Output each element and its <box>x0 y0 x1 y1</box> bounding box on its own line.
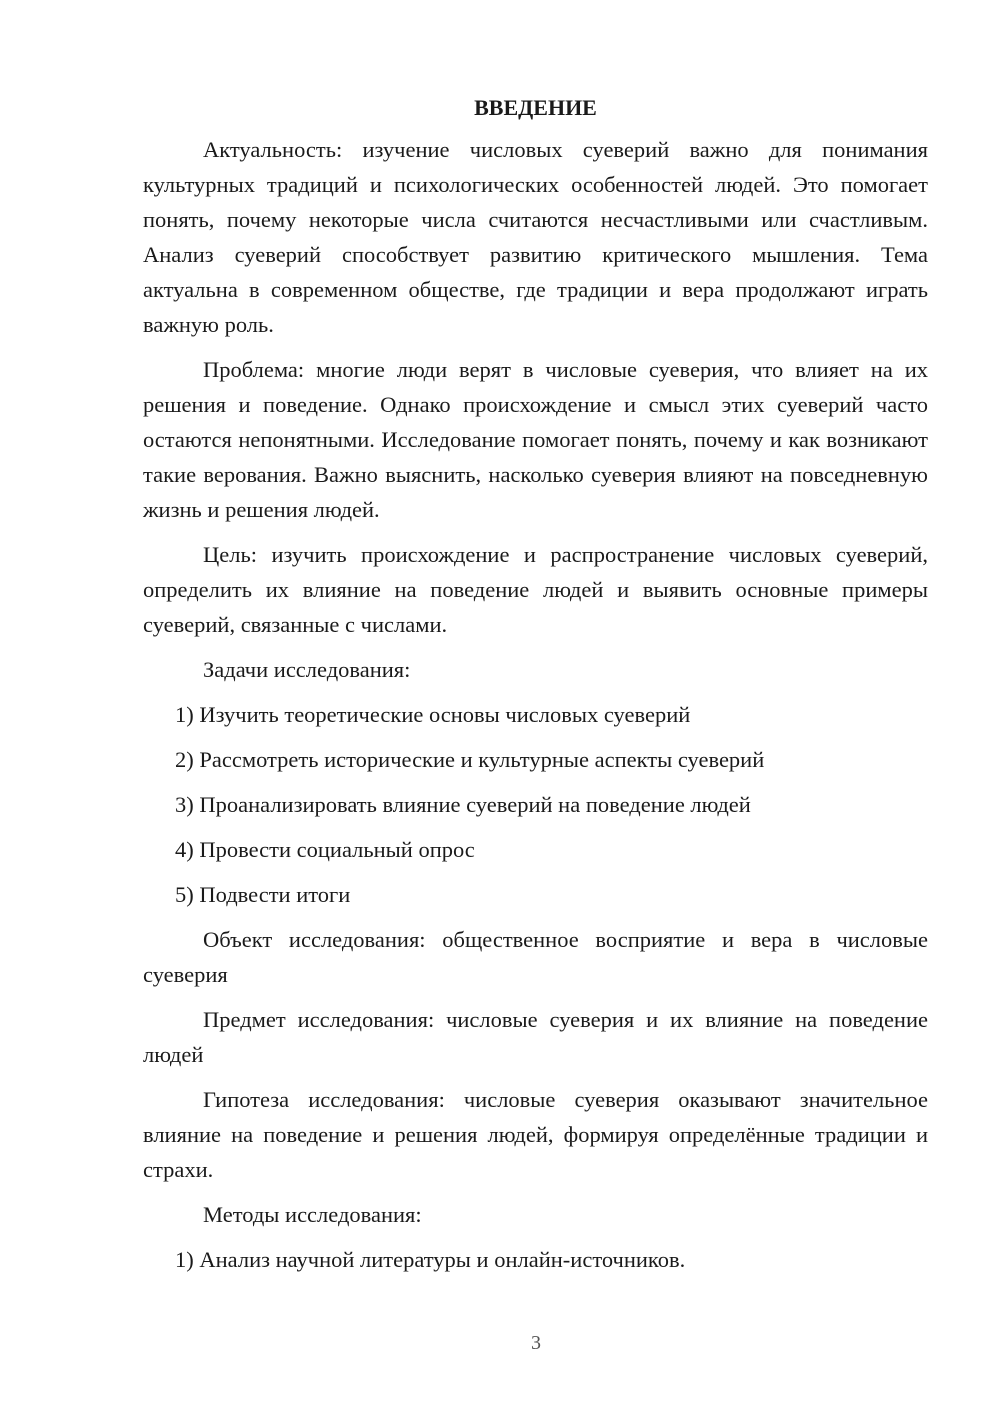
methods-heading: Методы исследования: <box>203 1202 422 1227</box>
task-item-2: 2) Рассмотреть исторические и культурные аспекты суеверий <box>175 747 765 772</box>
tasks-heading: Задачи исследования: <box>203 657 411 682</box>
page-number: 3 <box>531 1332 541 1354</box>
task-item-5: 5) Подвести итоги <box>175 882 351 907</box>
subject-paragraph: Предмет исследования: числовые суеверия и их влияние на поведение людей <box>143 1007 928 1067</box>
task-item-3: 3) Проанализировать влияние суеверий на поведение людей <box>175 792 751 817</box>
page-content <box>143 90 928 1287</box>
object-paragraph: Объект исследования: общественное восприятие и вера в числовые суеверия <box>143 927 928 987</box>
goal-paragraph: Цель: изучить происхождение и распространение числовых суеверий, определить их влияние на поведение людей и выявить основные примеры суеверий, связанные с числами. <box>143 542 928 637</box>
task-item-4: 4) Провести социальный опрос <box>175 837 475 862</box>
hypothesis-paragraph: Гипотеза исследования: числовые суеверия оказывают значительное влияние на поведение и решения людей, формируя определённые традиции и страхи. <box>143 1087 928 1182</box>
task-item-1: 1) Изучить теоретические основы числовых суеверий <box>175 702 691 727</box>
method-item-1: 1) Анализ научной литературы и онлайн-источников. <box>175 1247 686 1272</box>
problem-paragraph: Проблема: многие люди верят в числовые суеверия, что влияет на их решения и поведение. Однако происхождение и смысл этих суеверий часто остаются непонятными. Исследование помогает понять, почему и как возникают такие верования. Важно выяснить, насколько суеверия влияют на повседневную жизнь и решения людей. <box>143 357 928 522</box>
page-heading: ВВЕДЕНИЕ <box>474 95 597 120</box>
relevance-paragraph: Актуальность: изучение числовых суеверий важно для понимания культурных традиций и психологических особенностей людей. Это помогает понять, почему некоторые числа считаются несчастливыми или счастливым. Анализ суеверий способствует развитию критического мышления. Тема актуальна в современном обществе, где традиции и вера продолжают играть важную роль. <box>143 137 928 337</box>
